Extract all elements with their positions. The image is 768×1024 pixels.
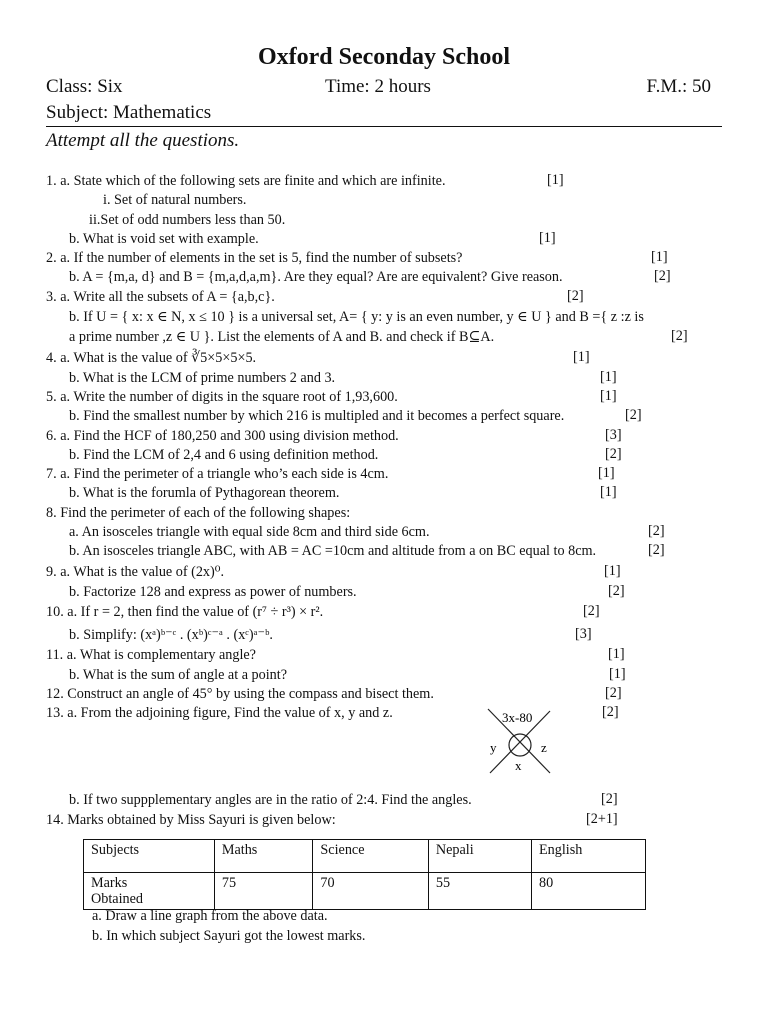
q9a-marks: [1] xyxy=(604,563,621,579)
time-label: Time: 2 hours xyxy=(325,76,431,97)
table-row-label xyxy=(84,873,215,910)
q4b-marks: [1] xyxy=(600,369,617,385)
q8b: b. An isosceles triangle ABC, with AB = AC =10cm and altitude from a on BC equal to 8cm. xyxy=(69,543,597,559)
class-label: Class: Six xyxy=(46,76,123,97)
q4a-marks: [1] xyxy=(573,349,590,365)
figure-label-x: x xyxy=(515,758,522,773)
q6b-marks: [2] xyxy=(605,446,622,462)
q2b: b. A = {m,a, d} and B = {m,a,d,a,m}. Are they equal? Are are equivalent? Give reason. xyxy=(69,269,563,285)
subject-label: Subject: Mathematics xyxy=(46,102,212,123)
q14: 14. Marks obtained by Miss Sayuri is given below: xyxy=(46,812,336,828)
table-header-row xyxy=(84,840,646,873)
table-row xyxy=(84,873,646,910)
q7b-marks: [1] xyxy=(600,484,617,500)
q7a: 7. a. Find the perimeter of a triangle who’s each side is 4cm. xyxy=(46,466,389,482)
q1b-marks: [1] xyxy=(539,230,556,246)
q12-marks: [2] xyxy=(605,685,622,701)
q11a: 11. a. What is complementary angle? xyxy=(46,647,256,663)
q6a: 6. a. Find the HCF of 180,250 and 300 using division method. xyxy=(46,428,399,444)
q5a: 5. a. Write the number of digits in the square root of 1,93,600. xyxy=(46,389,398,405)
table-header-cell: Subjects xyxy=(84,840,215,873)
q9b-marks: [2] xyxy=(608,583,625,599)
header-divider xyxy=(46,126,722,127)
q14a: a. Draw a line graph from the above data. xyxy=(92,908,328,924)
instruction: Attempt all the questions. xyxy=(46,130,240,151)
q7b: b. What is the forumla of Pythagorean theorem. xyxy=(69,485,340,501)
q3b: b. If U = { x: x ∈ N, x ≤ 10 } is a universal set, A= { y: y is an even number, y ∈ U } and B ={ z :z is xyxy=(69,309,644,325)
q6b: b. Find the LCM of 2,4 and 6 using definition method. xyxy=(69,447,379,463)
q4b: b. What is the LCM of prime numbers 2 and 3. xyxy=(69,370,336,386)
q3b-cont: a prime number ,z ∈ U }. List the elements of A and B. and check if B⊆A. xyxy=(69,329,495,345)
q11b: b. What is the sum of angle at a point? xyxy=(69,667,288,683)
q7a-marks: [1] xyxy=(598,465,615,481)
q14-marks: [2+1] xyxy=(586,811,618,827)
q2a: 2. a. If the number of elements in the set is 5, find the number of subsets? xyxy=(46,250,463,266)
q10b-marks: [3] xyxy=(575,626,592,642)
figure-circle xyxy=(509,734,531,756)
table-header-cell: Nepali xyxy=(428,840,531,873)
q11a-marks: [1] xyxy=(608,646,625,662)
marks-table xyxy=(83,839,646,910)
figure-label-top: 3x-80 xyxy=(502,710,533,725)
q1-i: i. Set of natural numbers. xyxy=(103,192,247,208)
q13b: b. If two suppplementary angles are in the ratio of 2:4. Find the angles. xyxy=(69,792,472,808)
table-header-cell: English xyxy=(532,840,646,873)
q10a-marks: [2] xyxy=(583,603,600,619)
angle-figure xyxy=(480,705,560,777)
table-header-cell: Maths xyxy=(214,840,313,873)
row-label-line1: Marks xyxy=(91,875,128,891)
q1b: b. What is void set with example. xyxy=(69,231,259,247)
table-header-cell: Science xyxy=(313,840,428,873)
q13a: 13. a. From the adjoining figure, Find the value of x, y and z. xyxy=(46,705,393,721)
q1-ii: ii.Set of odd numbers less than 50. xyxy=(89,212,286,228)
q3a: 3. a. Write all the subsets of A = {a,b,c}. xyxy=(46,289,275,305)
q6a-marks: [3] xyxy=(605,427,622,443)
q2b-marks: [2] xyxy=(654,268,671,284)
row-label-line2: Obtained xyxy=(91,891,144,907)
q9a: 9. a. What is the value of (2x)⁰. xyxy=(46,564,224,580)
q12: 12. Construct an angle of 45° by using the compass and bisect them. xyxy=(46,686,434,702)
q1a-marks: [1] xyxy=(547,172,564,188)
q13a-marks: [2] xyxy=(602,704,619,720)
q8a: a. An isosceles triangle with equal side 8cm and third side 6cm. xyxy=(69,524,430,540)
q5a-marks: [1] xyxy=(600,388,617,404)
school-title: Oxford Seconday School xyxy=(257,44,511,70)
q5b: b. Find the smallest number by which 216 is multipled and it becomes a perfect square. xyxy=(69,408,565,424)
full-marks-label: F.M.: 50 xyxy=(646,76,711,97)
q13b-marks: [2] xyxy=(601,791,618,807)
table-cell: 80 xyxy=(532,873,646,910)
q3a-marks: [2] xyxy=(567,288,584,304)
figure-label-y: y xyxy=(490,740,497,755)
q8b-marks: [2] xyxy=(648,542,665,558)
q10a: 10. a. If r = 2, then find the value of (r⁷ ÷ r³) × r². xyxy=(46,604,324,620)
q11b-marks: [1] xyxy=(609,666,626,682)
q9b: b. Factorize 128 and express as power of numbers. xyxy=(69,584,357,600)
table-cell: 75 xyxy=(214,873,313,910)
q3b-marks: [2] xyxy=(671,328,688,344)
q5b-marks: [2] xyxy=(625,407,642,423)
q8a-marks: [2] xyxy=(648,523,665,539)
q8: 8. Find the perimeter of each of the following shapes: xyxy=(46,505,351,521)
q1a: 1. a. State which of the following sets are finite and which are infinite. xyxy=(46,173,446,189)
q2a-marks: [1] xyxy=(651,249,668,265)
q10b: b. Simplify: (xᵃ)ᵇ⁻ᶜ . (xᵇ)ᶜ⁻ᵃ . (xᶜ)ᵃ⁻ᵇ. xyxy=(69,627,273,643)
q4a: 4. a. What is the value of ∛5×5×5×5. xyxy=(46,350,257,366)
figure-label-z: z xyxy=(541,740,547,755)
table-cell: 55 xyxy=(428,873,531,910)
q14b: b. In which subject Sayuri got the lowest marks. xyxy=(92,928,366,944)
table-cell: 70 xyxy=(313,873,428,910)
